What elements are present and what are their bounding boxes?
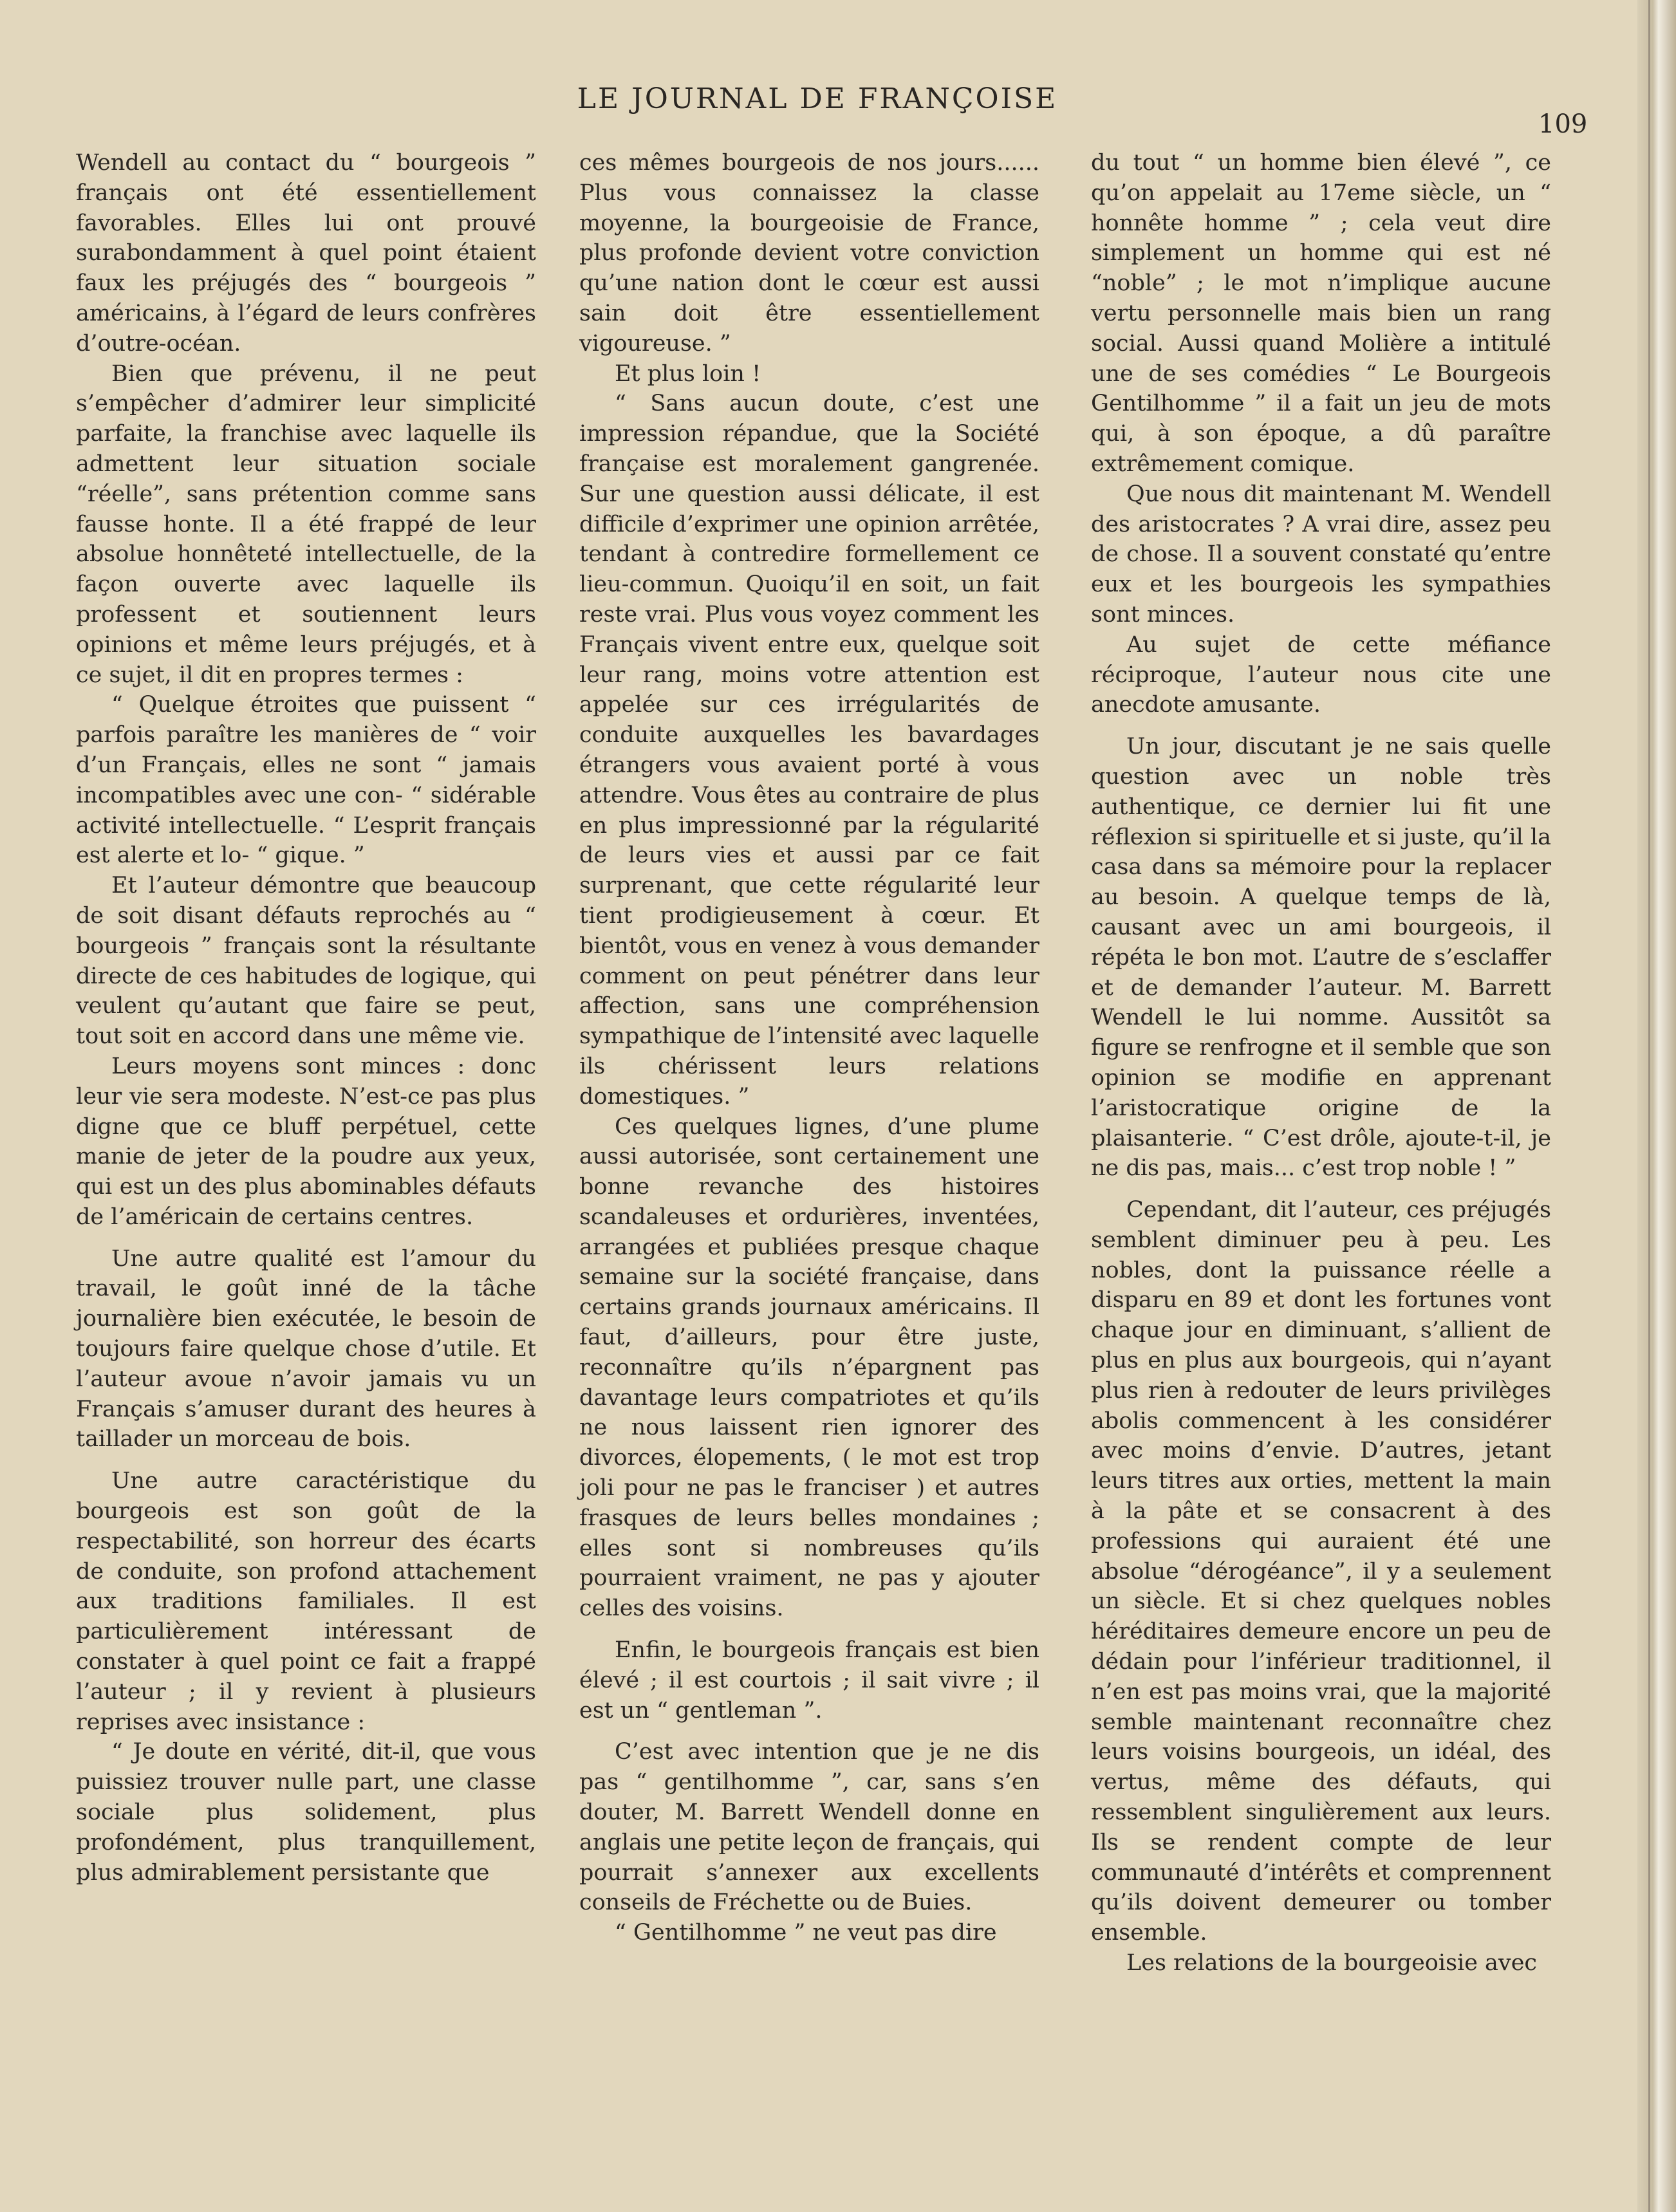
- quotation: “ Sans aucun doute, c’est une impression répandue, que la Société française est moralement gangrenée. Sur une question aussi délicate, il est difficile d’exprimer une opinion arrêtée, tendant à contredire formellement ce lieu-commun. Quoiqu’il en soit, un fait reste vrai. Plus vous voyez comment les Français vivent entre eux, quelque soit leur rang, moins votre attention est appelée sur ces irrégularités de conduite auxquelles les bavardages étrangers vous avaient porté à vous attendre. Vous êtes au contraire de plus en plus impressionné par la régularité de leurs vies et aussi par ce fait surprenant, que cette régularité leur tient prodigieusement à cœur. Et bientôt, vous en venez à vous demander comment on peut pénétrer dans leur affection, sans une compréhension sympathique de l’intensité avec laquelle ils chérissent leurs relations domestiques. ”: [579, 391, 1039, 1110]
- paragraph: Wendell au contact du “ bourgeois ” français ont été essentiellement favorables. Elles lui ont prouvé surabondamment à quel point étaient faux les préjugés des “ bourgeois ” américains, à l’égard de leurs confrères d’outre-océan.: [76, 150, 536, 357]
- quotation: “ Quelque étroites que puissent “ parfois paraître les manières de “ voir d’un Français, elles ne sont “ jamais incompatibles avec une con- “ sidérable activité intellectuelle. “ L’esprit français est alerte et lo- “ gique. ”: [76, 692, 536, 869]
- page-number: 109: [1538, 109, 1588, 139]
- paragraph: Les relations de la bourgeoisie avec: [1126, 1950, 1538, 1976]
- text-column-2: [579, 148, 1039, 1948]
- paragraph: Un jour, discutant je ne sais quelle question avec un noble très authentique, ce dernier lui fit une réflexion si spirituelle et si juste, qu’il la casa dans sa mémoire pour la replacer au besoin. A quelque temps de là, causant avec un ami bourgeois, il répéta le bon mot. L’autre de s’esclaffer et de demander l’auteur. M. Barrett Wendell le lui nomme. Aussitôt sa figure se renfrogne et il semble que son opinion se modifie en apprenant l’aristocratique origine de la plaisanterie. “ C’est drôle, ajoute-t-il, je ne dis pas, mais... c’est trop noble ! ”: [1091, 734, 1551, 1182]
- paragraph: Une autre caractéristique du bourgeois est son goût de la respectabilité, son horreur des écarts de conduite, son profond attachement aux traditions familiales. Il est particulièrement intéressant de constater à quel point ce fait a frappé l’auteur ; il y revient à plusieurs reprises avec insistance :: [76, 1468, 536, 1735]
- binding-edge: [1648, 0, 1650, 2212]
- paragraph: Et l’auteur démontre que beaucoup de soit disant défauts reprochés au “ bourgeois ” français sont la résultante directe de ces habitudes de logique, qui veulent qu’autant que faire se peut, tout soit en accord dans une même vie.: [76, 873, 536, 1050]
- paragraph: ces mêmes bourgeois de nos jours...... Plus vous connaissez la classe moyenne, la bourgeoisie de France, plus profonde devient votre conviction qu’une nation dont le cœur est aussi sain doit être essentiellement vigoureuse. ”: [579, 150, 1039, 357]
- quotation: “ Je doute en vérité, dit-il, que vous puissiez trouver nulle part, une classe sociale plus solidement, plus profondément, plus tranquillement, plus admirablement persistante que: [76, 1739, 536, 1886]
- page-binding: [1637, 0, 1676, 2212]
- text-column-3: [1091, 148, 1551, 1978]
- paragraph: du tout “ un homme bien élevé ”, ce qu’on appelait au 17eme siècle, un “ honnête homme ” ; cela veut dire simplement un homme qui est né “noble” ; le mot n’implique aucune vertu personnelle mais bien un rang social. Aussi quand Molière a intitulé une de ses comédies “ Le Bourgeois Gentilhomme ” il a fait un jeu de mots qui, à son époque, a dû paraître extrêmement comique.: [1091, 150, 1551, 477]
- paragraph: Ces quelques lignes, d’une plume aussi autorisée, sont certainement une bonne revanche des histoires scandaleuses et ordurières, inventées, arrangées et publiées presque chaque semaine sur la société française, dans certains grands journaux américains. Il faut, d’ailleurs, pour être juste, reconnaître qu’ils n’épargnent pas davantage leurs compatriotes et qu’ils ne nous laissent rien ignorer des divorces, élopements, ( le mot est trop joli pour ne pas le franciser ) et autres frasques de leurs belles mondaines ; elles sont si nombreuses qu’ils pourraient vraiment, ne pas y ajouter celles des voisins.: [579, 1113, 1039, 1622]
- paragraph: Et plus loin !: [615, 360, 761, 387]
- paragraph: C’est avec intention que je ne dis pas “ gentilhomme ”, car, sans s’en douter, M. Barrett Wendell donne en anglais une petite leçon de français, qui pourrait s’annexer aux excellents conseils de Fréchette ou de Buies.: [579, 1739, 1039, 1916]
- paragraph: Une autre qualité est l’amour du travail, le goût inné de la tâche journalière bien exécutée, le besoin de toujours faire quelque chose d’utile. Et l’auteur avoue n’avoir jamais vu un Français s’amuser durant des heures à taillader un morceau de bois.: [76, 1245, 536, 1453]
- paragraph: “ Gentilhomme ” ne veut pas dire: [615, 1920, 997, 1946]
- paragraph: Cependant, dit l’auteur, ces préjugés semblent diminuer peu à peu. Les nobles, dont la puissance réelle a disparu en 89 et dont les fortunes vont chaque jour en diminuant, s’allient de plus en plus aux bourgeois, qui n’ayant plus rien à redouter de leurs privilèges abolis commencent à les considérer avec moins d’envie. D’autres, jetant leurs titres aux orties, mettent la main à la pâte et se consacrent à des professions qui auraient été une absolue “dérogéance”, il y a seulement un siècle. Et si chez quelques nobles héréditaires demeure encore un peu de dédain pour l’inférieur traditionnel, il n’en est pas moins vrai, que la majorité semble maintenant reconnaître chez leurs voisins bourgeois, un idéal, des vertus, même des défauts, qui ressemblent singulièrement aux leurs. Ils se rendent compte de leur communauté d’intérêts et comprennent qu’ils doivent demeurer ou tomber ensemble.: [1091, 1197, 1551, 1946]
- paragraph: Bien que prévenu, il ne peut s’empêcher d’admirer leur simplicité parfaite, la franchise avec laquelle ils admettent leur situation sociale “réelle”, sans prétention comme sans fausse honte. Il a été frappé de leur absolue honnêteté intellectuelle, de la façon ouverte avec laquelle ils professent et soutiennent leurs opinions et même leurs préjugés, et à ce sujet, il dit en propres termes :: [76, 360, 536, 688]
- paragraph: Au sujet de cette méfiance réciproque, l’auteur nous cite une anecdote amusante.: [1091, 631, 1551, 718]
- paragraph: Leurs moyens sont minces : donc leur vie sera modeste. N’est-ce pas plus digne que ce bluff perpétuel, cette manie de jeter de la poudre aux yeux, qui est un des plus abominables défauts de l’américain de certains centres.: [76, 1053, 536, 1230]
- paragraph: Enfin, le bourgeois français est bien élevé ; il est courtois ; il sait vivre ; il est un “ gentleman ”.: [579, 1637, 1039, 1724]
- paragraph: Que nous dit maintenant M. Wendell des aristocrates ? A vrai dire, assez peu de chose. Il a souvent constaté qu’entre eux et les bourgeois les sympathies sont minces.: [1091, 481, 1551, 627]
- text-column-1: [76, 148, 536, 1888]
- running-header: LE JOURNAL DE FRANÇOISE: [577, 82, 1058, 115]
